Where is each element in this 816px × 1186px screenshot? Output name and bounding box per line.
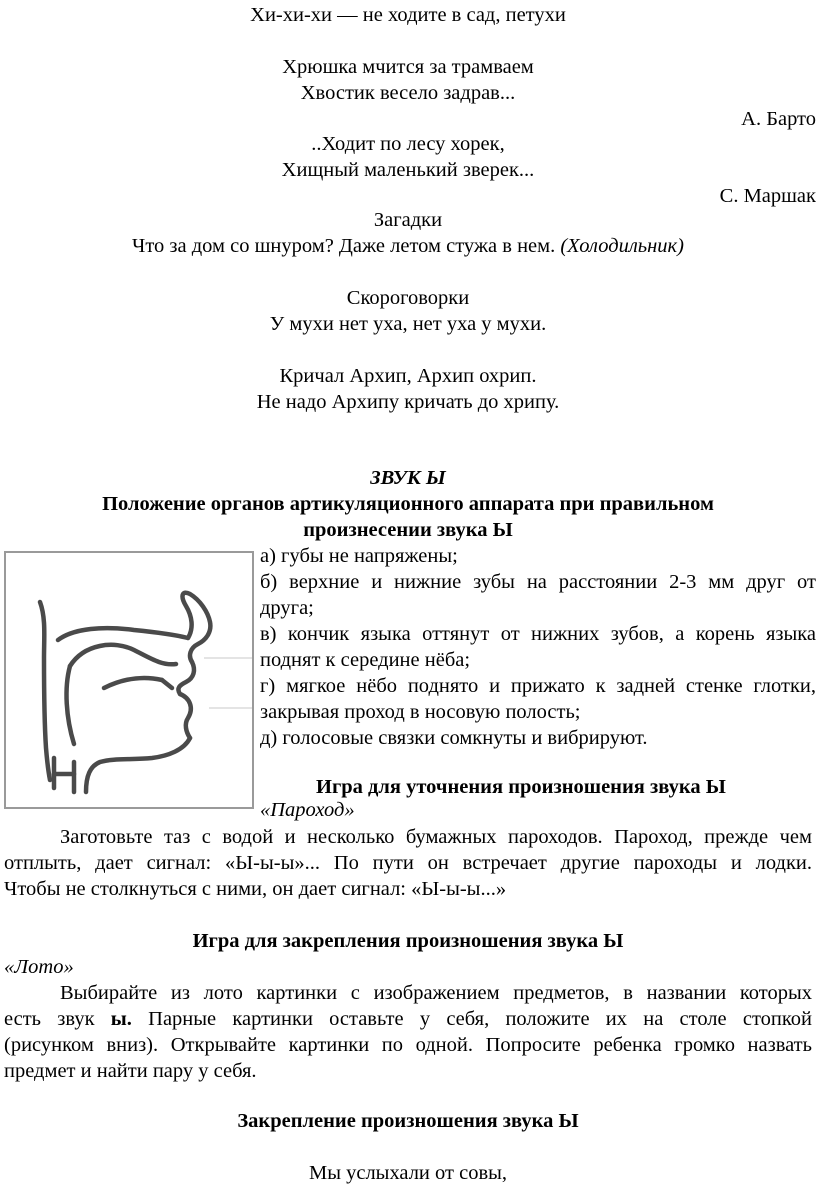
poem-line: Хи-хи-хи — не ходите в сад, петухи [250, 4, 566, 26]
articulation-diagram [4, 548, 256, 810]
game-paragraph-line: предмет и найти пару у себя. [4, 1060, 257, 1082]
poem-line: Хищный маленький зверек... [281, 159, 535, 181]
line-start: есть звук [4, 1008, 95, 1030]
list-item: г) мягкое нёбо поднято и прижато к задней стенке глотки, [260, 675, 816, 697]
tongue-twister-line: Не надо Архипу кричать до хрипу. [256, 391, 560, 413]
game-paragraph-line: Заготовьте таз с водой и несколько бумажных пароходов. Пароход, прежде чем [60, 826, 812, 848]
list-item: поднят к середине нёба; [260, 649, 471, 671]
game-paragraph-line: Чтобы не столкнуться с ними, он дает сигнал: «Ы-ы-ы...» [4, 878, 507, 900]
poem-line: Хвостик весело задрав... [300, 82, 516, 104]
list-item: в) кончик языка оттянут от нижних зубов, а корень языка [260, 623, 816, 645]
tongue-twister-line: У мухи нет уха, нет уха у мухи. [269, 313, 547, 335]
riddle-question: Что за дом со шнуром? Даже летом стужа в нем. [132, 235, 556, 257]
poem-line: Хрюшка мчится за трамваем [282, 56, 534, 78]
game-paragraph-line: Выбирайте из лото картинки с изображением предметов, в названии которых [60, 982, 812, 1004]
riddle-text [0, 233, 816, 259]
game-title: Игра для закрепления произношения звука Ы [192, 930, 624, 952]
section-subtitle: произнесении звука Ы [303, 519, 513, 541]
riddle-answer: (Холодильник) [560, 235, 684, 257]
poem-author: А. Барто [741, 108, 816, 130]
poem-line: ..Ходит по лесу хорек, [311, 133, 505, 155]
section-subtitle: Положение органов артикуляционного аппарата при правильном [102, 493, 714, 515]
list-item: д) голосовые связки сомкнуты и вибрируют. [260, 727, 648, 749]
section-title: ЗВУК Ы [370, 467, 446, 489]
riddles-title: Загадки [373, 209, 443, 231]
game-name: «Лото» [4, 956, 74, 978]
consolidation-line: Мы услыхали от совы, [308, 1162, 508, 1184]
game-paragraph-line [4, 1006, 812, 1032]
game-title: Игра для уточнения произношения звука Ы [316, 776, 726, 798]
tongue-twister-line: Кричал Архип, Архип охрип. [279, 365, 537, 387]
game-name: «Пароход» [260, 799, 355, 821]
line-end: Парные картинки оставьте у себя, положите их на столе стопкой [148, 1008, 813, 1030]
game-paragraph-line: отплыть, дает сигнал: «Ы-ы-ы»... По пути он встречает другие пароходы и лодки. [4, 852, 812, 874]
list-item: друга; [260, 597, 314, 619]
list-item: закрывая проход в носовую полость; [260, 701, 581, 723]
list-item: б) верхние и нижние зубы на расстоянии 2-3 мм друг от [260, 571, 816, 593]
bold-letter: ы. [110, 1008, 132, 1030]
list-item: а) губы не напряжены; [260, 545, 458, 567]
game-paragraph-line: (рисунком вниз). Открывайте картинки по одной. Попросите ребенка громко назвать [4, 1034, 812, 1056]
tongue-twisters-title: Скороговорки [346, 287, 470, 309]
consolidation-title: Закрепление произношения звука Ы [237, 1110, 579, 1132]
poem-author: С. Маршак [719, 185, 816, 207]
